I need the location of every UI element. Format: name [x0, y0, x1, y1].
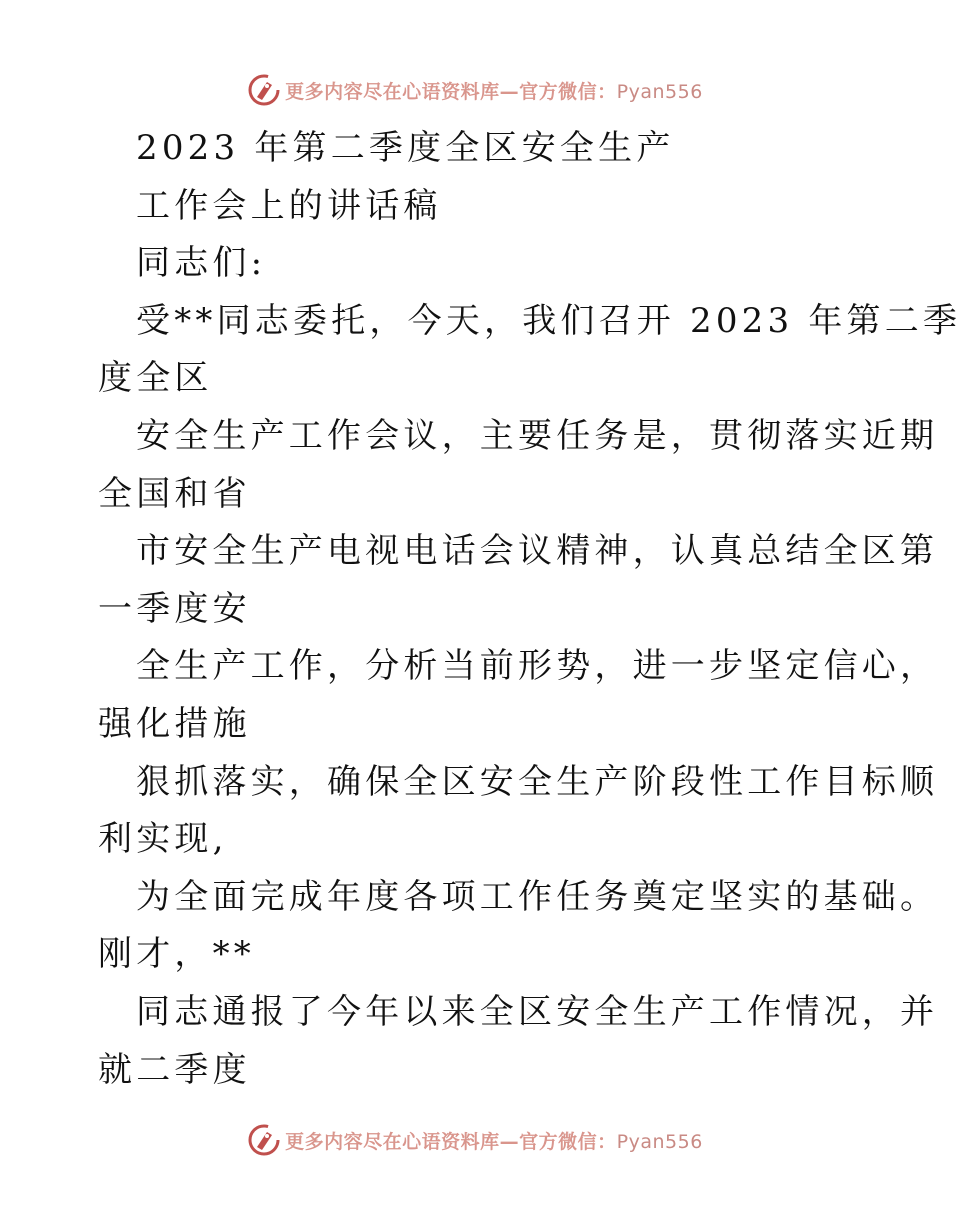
body-line: 就二季度: [98, 1049, 251, 1090]
body-line: 同志通报了今年以来全区安全生产工作情况，并: [136, 991, 939, 1032]
watermark-text: 更多内容尽在心语资料库—官方微信：Pyan556: [285, 1130, 703, 1153]
body-line: 市安全生产电视电话会议精神，认真总结全区第: [136, 531, 939, 572]
body-line: 受**同志委托，今天，我们召开 2023 年第二季: [136, 300, 961, 341]
document-body: [98, 120, 961, 1099]
body-line: 强化措施: [98, 703, 251, 744]
body-line: 狠抓落实，确保全区安全生产阶段性工作目标顺: [136, 761, 939, 802]
body-line: 全国和省: [98, 473, 251, 514]
body-line: 刚才，**: [98, 934, 255, 975]
body-line: 一季度安: [98, 588, 251, 629]
watermark-text: 更多内容尽在心语资料库—官方微信：Pyan556: [285, 80, 703, 103]
pen-nib-circle-icon: [247, 73, 281, 107]
pen-nib-circle-icon: [247, 1123, 281, 1157]
watermark-wechat-id: Pyan556: [616, 1130, 703, 1153]
body-line: 利实现,: [98, 819, 228, 860]
header-watermark: [0, 70, 950, 110]
salutation: 同志们:: [136, 243, 267, 284]
body-line: 安全生产工作会议，主要任务是，贯彻落实近期: [136, 415, 939, 456]
watermark-wechat-id: Pyan556: [616, 80, 703, 103]
document-title-line-2: 工作会上的讲话稿: [136, 185, 442, 226]
body-line: 全生产工作，分析当前形势，进一步坚定信心，: [136, 646, 939, 687]
document-title-line-1: 2023 年第二季度全区安全生产: [136, 128, 675, 168]
body-line: 为全面完成年度各项工作任务奠定坚实的基础。: [136, 876, 939, 917]
body-line: 度全区: [98, 358, 213, 399]
footer-watermark: [0, 1120, 950, 1160]
